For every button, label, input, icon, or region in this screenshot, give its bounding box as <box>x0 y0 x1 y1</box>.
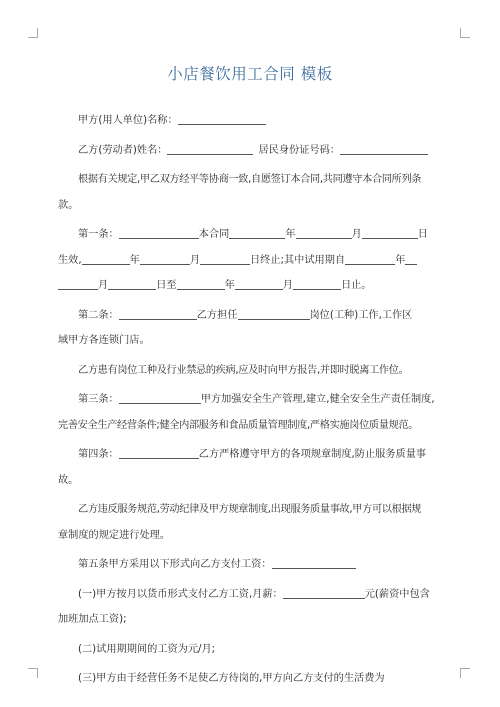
blank-field[interactable] <box>119 308 197 320</box>
article-2-line-2: 域甲方各连锁门店。 <box>58 335 150 346</box>
article-5-line: 第五条甲方采用以下形式向乙方支付工资： <box>58 552 444 578</box>
wage-item-1-line-2: 加班加点工资); <box>58 614 127 625</box>
contract-body <box>58 108 444 692</box>
blank-field[interactable] <box>58 278 98 290</box>
violation-clause-line-2: 章制度的规定进行处理。 <box>58 529 171 541</box>
crop-mark-top-left <box>28 28 38 38</box>
document-title: 小店餐饮用工合同 模板 <box>167 65 333 83</box>
blank-field[interactable] <box>272 557 356 569</box>
party-a-line: 甲方(用人单位)名称： <box>58 108 444 134</box>
preamble-line: 根据有关规定,甲乙双方经平等协商一致,自愿签订本合同,共同遵守本合同所列条 <box>78 174 422 185</box>
blank-field[interactable] <box>293 278 341 290</box>
wage-item-1-line-1: (一)甲方按月以货币形式支付乙方工资,月薪： 元(薪资中包含 <box>78 588 430 600</box>
health-clause-line: 乙方患有岗位工种及行业禁忌的疾病,应及时向甲方报告,并即时脱离工作位。 <box>78 364 409 376</box>
blank-field[interactable] <box>235 278 283 290</box>
blank-field[interactable] <box>362 227 418 239</box>
party-b-line: 乙方(劳动者)姓名： 居民身份证号码： <box>58 138 444 164</box>
blank-field[interactable] <box>119 392 201 404</box>
crop-mark-top-right <box>460 28 470 38</box>
article-3-line-1: 第三条： 甲方加强安全生产管理,建立,健全安全生产责任制度, <box>78 394 435 405</box>
article-1-line-2: 生效, 年 月 日终止;其中试用期自 年 <box>58 248 444 274</box>
crop-mark-bottom-left <box>28 668 38 678</box>
preamble-cont: 款。 <box>58 199 79 211</box>
crop-mark-bottom-right <box>460 668 470 678</box>
article-1-line-1: 第一条： 本合同 年 月 日 <box>78 229 428 240</box>
blank-field[interactable] <box>200 253 250 265</box>
blank-field[interactable] <box>283 587 365 599</box>
wage-item-3-line: (三)甲方由于经营任务不足使乙方待岗的,甲方向乙方支付的生活费为 <box>78 673 385 684</box>
blank-field[interactable] <box>82 253 130 265</box>
article-2-line-1: 第二条： 乙方担任 岗位(工种)工作,工作区 <box>78 309 413 321</box>
article-4-line-1: 第四条： 乙方严格遵守甲方的各项规章制度,防止服务质量事 <box>78 449 427 460</box>
blank-field[interactable] <box>296 227 352 239</box>
blank-field[interactable] <box>167 143 253 155</box>
blank-field[interactable] <box>177 278 225 290</box>
wage-item-2-line: (二)试用期期间的工资为元/月; <box>78 643 216 655</box>
blank-field[interactable] <box>345 253 395 265</box>
article-4-line-2: 故。 <box>58 474 79 486</box>
blank-field[interactable] <box>229 227 285 239</box>
blank-field[interactable] <box>340 143 428 155</box>
blank-field[interactable] <box>238 308 310 320</box>
article-3-line-2: 完善安全生产经营条件;健全内部服务和食品质量管理制度,严格实施岗位质量规范。 <box>58 419 419 431</box>
article-1-line-3: 月 日至 年 月 日止。 <box>58 273 444 299</box>
blank-field[interactable] <box>119 447 199 459</box>
blank-field[interactable] <box>178 113 266 125</box>
blank-field[interactable] <box>119 227 199 239</box>
violation-clause-line-1: 乙方违反服务规范,劳动纪律及甲方规章制度,出现服务质量事故,甲方可以根据规 <box>78 504 422 515</box>
blank-field[interactable] <box>140 253 190 265</box>
blank-field[interactable] <box>108 278 156 290</box>
blank-field[interactable] <box>405 253 417 265</box>
